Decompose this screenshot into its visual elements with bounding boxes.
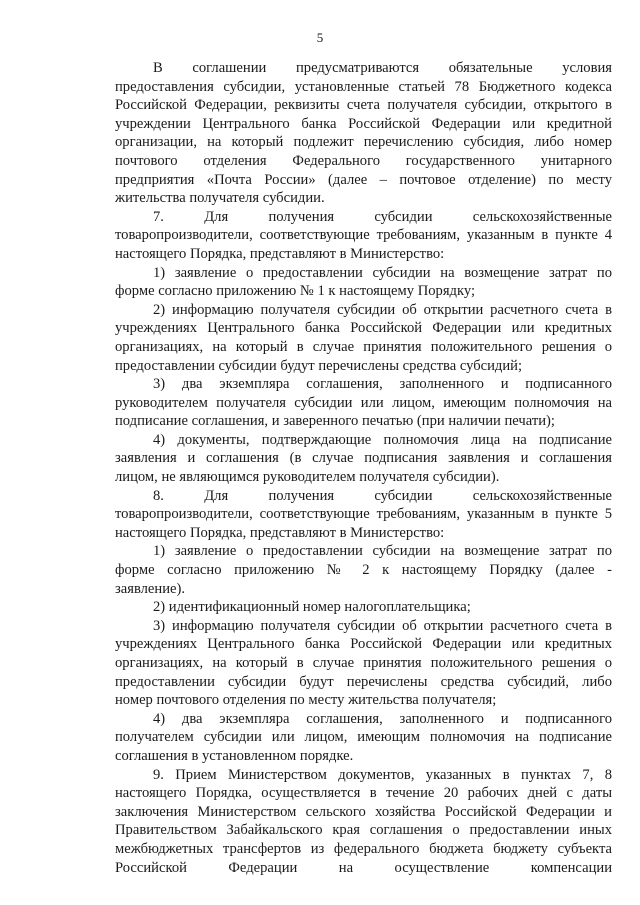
text-line: подписание соглашения, и заверенного печатью (при наличии печати); xyxy=(115,413,555,430)
text-line: заявление). xyxy=(115,580,186,597)
text-line: номер почтового отделения по месту жительства получателя; xyxy=(115,692,497,709)
text-line: заключения Министерством сельского хозяйства Российской Федерации и xyxy=(115,803,612,820)
document-body xyxy=(115,59,612,877)
text-line: настоящего Порядка, осуществляется в течение 20 рабочих дней с даты xyxy=(115,785,612,802)
text-line: заявления и соглашения (в случае подписания заявления и соглашения xyxy=(115,450,612,467)
text-line: настоящего Порядка, представляют в Министерство: xyxy=(115,524,445,541)
text-line: учреждении Центрального банка Российской Федерации или кредитной xyxy=(115,115,612,132)
text-line: предприятия «Почта России» (далее – почтовое отделение) по месту xyxy=(115,171,612,188)
page-number: 5 xyxy=(316,30,324,45)
text-line: 3) два экземпляра соглашения, заполненного и подписанного xyxy=(153,376,612,393)
text-line: форме согласно приложению № 2 к настоящему Порядку (далее - xyxy=(115,562,612,579)
text-line: учреждениях Центрального банка Российской Федерации или кредитных xyxy=(115,636,612,653)
text-line: 4) два экземпляра соглашения, заполненного и подписанного xyxy=(153,710,612,727)
text-line: 7. Для получения субсидии сельскохозяйственные xyxy=(153,208,612,225)
text-line: соглашения в установленном порядке. xyxy=(115,747,354,764)
text-line: 8. Для получения субсидии сельскохозяйственные xyxy=(153,487,612,504)
text-line: предоставлении субсидии будут перечислены средства субсидий; xyxy=(115,357,523,374)
text-line: межбюджетных трансфертов из федерального бюджета бюджету субъекта xyxy=(115,840,612,857)
text-line: товаропроизводители, соответствующие требованиям, указанным в пункте 5 xyxy=(115,506,612,523)
text-line: 2) идентификационный номер налогоплательщика; xyxy=(153,599,471,616)
text-line: организации, на который подлежит перечислению субсидия, либо номер xyxy=(115,134,612,151)
text-line: В соглашении предусматриваются обязательные условия xyxy=(153,60,612,76)
text-line: руководителем получателя субсидии или лицом, имеющим полномочия на xyxy=(115,394,612,411)
text-line: 4) документы, подтверждающие полномочия лица на подписание xyxy=(153,431,612,448)
text-line: учреждениях Центрального банка Российской Федерации или кредитных xyxy=(115,320,612,337)
text-line: предоставления субсидии, установленные статьей 78 Бюджетного кодекса xyxy=(115,78,612,95)
text-line: почтового отделения Федерального государственного унитарного xyxy=(115,152,612,169)
text-line: организациях, на который в случае принятия положительного решения о xyxy=(115,655,612,671)
text-line: получателем субсидии или лицом, имеющим полномочия на подписание xyxy=(115,729,612,746)
text-line: 2) информацию получателя субсидии об открытии расчетного счета в xyxy=(153,301,612,318)
text-line: 3) информацию получателя субсидии об открытии расчетного счета в xyxy=(153,617,612,634)
text-line: организациях, на который в случае принятия положительного решения о xyxy=(115,338,612,355)
text-line: форме согласно приложению № 1 к настоящему Порядку; xyxy=(115,283,476,300)
text-line: 9. Прием Министерством документов, указанных в пунктах 7, 8 xyxy=(153,766,612,783)
text-line: настоящего Порядка, представляют в Министерство: xyxy=(115,245,445,262)
text-line: 1) заявление о предоставлении субсидии на возмещение затрат по xyxy=(153,264,612,281)
text-line: предоставлении субсидии будут перечислены средства субсидий, либо xyxy=(115,673,612,690)
text-line: жительства получателя субсидии. xyxy=(115,190,325,207)
text-line: 1) заявление о предоставлении субсидии на возмещение затрат по xyxy=(153,543,612,560)
text-line: Российской Федерации, реквизиты счета получателя субсидии, открытого в xyxy=(115,97,612,114)
text-line: Правительством Забайкальского края соглашения о предоставлении иных xyxy=(115,822,612,839)
text-line: лицом, не являющимся руководителем получателя субсидии). xyxy=(115,469,500,486)
text-line: товаропроизводители, соответствующие требованиям, указанным в пункте 4 xyxy=(115,227,612,244)
text-line: Российской Федерации на осуществление компенсации xyxy=(115,859,612,876)
